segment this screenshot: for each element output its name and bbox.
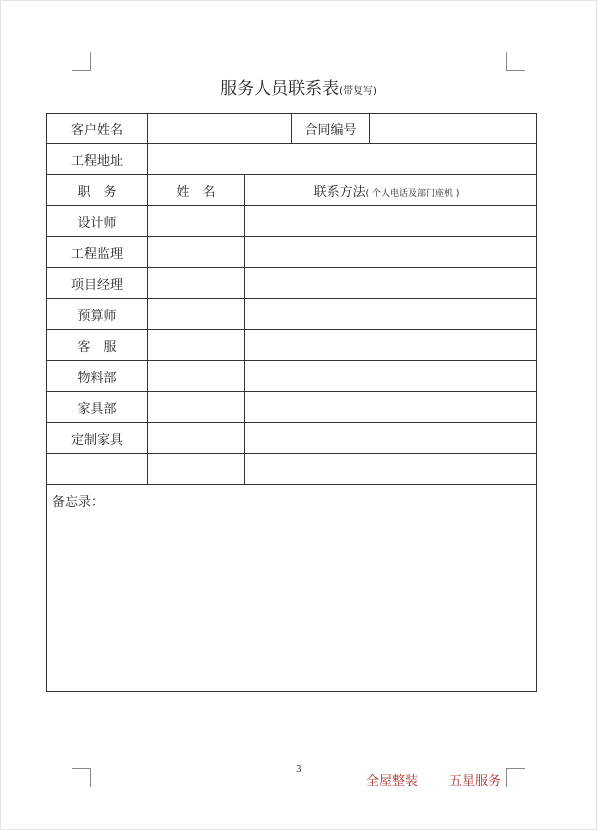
column-header-name: 姓 名 xyxy=(148,175,245,206)
crop-mark-bottom-left xyxy=(72,768,91,787)
name-cell[interactable] xyxy=(148,206,245,237)
name-cell[interactable] xyxy=(148,361,245,392)
contact-cell[interactable] xyxy=(245,392,537,423)
role-cell: 物料部 xyxy=(47,361,148,392)
memo-row xyxy=(47,485,537,692)
name-cell[interactable] xyxy=(148,268,245,299)
role-cell: 家具部 xyxy=(47,392,148,423)
role-cell: 工程监理 xyxy=(47,237,148,268)
table-row xyxy=(47,454,537,485)
name-cell[interactable] xyxy=(148,423,245,454)
contact-cell[interactable] xyxy=(245,237,537,268)
crop-mark-top-left xyxy=(72,52,91,71)
name-cell[interactable] xyxy=(148,237,245,268)
name-cell[interactable] xyxy=(148,454,245,485)
role-cell: 定制家具 xyxy=(47,423,148,454)
memo-area[interactable] xyxy=(47,485,537,692)
name-cell[interactable] xyxy=(148,299,245,330)
column-header-contact xyxy=(245,175,537,206)
table-row xyxy=(47,330,537,361)
contact-cell[interactable] xyxy=(245,206,537,237)
contact-cell[interactable] xyxy=(245,299,537,330)
header-row xyxy=(47,175,537,206)
table-row xyxy=(47,361,537,392)
contact-cell[interactable] xyxy=(245,330,537,361)
role-cell: 设计师 xyxy=(47,206,148,237)
contact-cell[interactable] xyxy=(245,454,537,485)
page-number: 3 xyxy=(296,765,302,775)
role-cell: 项目经理 xyxy=(47,268,148,299)
table-row xyxy=(47,206,537,237)
contract-no-label: 合同编号 xyxy=(292,114,370,144)
footer-slogan-left: 全屋整装 xyxy=(366,774,419,789)
footer-slogan-right: 五星服务 xyxy=(449,774,502,789)
contract-no-field[interactable] xyxy=(370,114,537,144)
crop-mark-bottom-right xyxy=(506,768,525,787)
role-cell: 预算师 xyxy=(47,299,148,330)
memo-label: 备忘录： xyxy=(52,495,105,510)
table-row xyxy=(47,237,537,268)
column-header-role: 职 务 xyxy=(47,175,148,206)
customer-row xyxy=(47,114,537,144)
address-row xyxy=(47,144,537,175)
contact-header-label: 联系方法 xyxy=(313,184,366,200)
project-address-field[interactable] xyxy=(148,144,537,175)
customer-name-field[interactable] xyxy=(148,114,292,144)
title-main: 服务人员联系表 xyxy=(220,79,340,99)
role-cell: 客 服 xyxy=(47,330,148,361)
name-cell[interactable] xyxy=(148,392,245,423)
crop-mark-top-right xyxy=(506,52,525,71)
table-row xyxy=(47,392,537,423)
title-note: (带复写) xyxy=(339,86,377,97)
contact-cell[interactable] xyxy=(245,268,537,299)
project-address-label: 工程地址 xyxy=(47,144,148,175)
contact-form-table xyxy=(46,113,537,692)
page-title xyxy=(0,74,597,99)
table-row xyxy=(47,268,537,299)
contact-header-note: ( 个人电话及部门座机 ) xyxy=(365,188,460,199)
customer-name-label: 客户姓名 xyxy=(47,114,148,144)
contact-cell[interactable] xyxy=(245,361,537,392)
table-row xyxy=(47,299,537,330)
role-cell[interactable] xyxy=(47,454,148,485)
contact-cell[interactable] xyxy=(245,423,537,454)
table-row xyxy=(47,423,537,454)
name-cell[interactable] xyxy=(148,330,245,361)
